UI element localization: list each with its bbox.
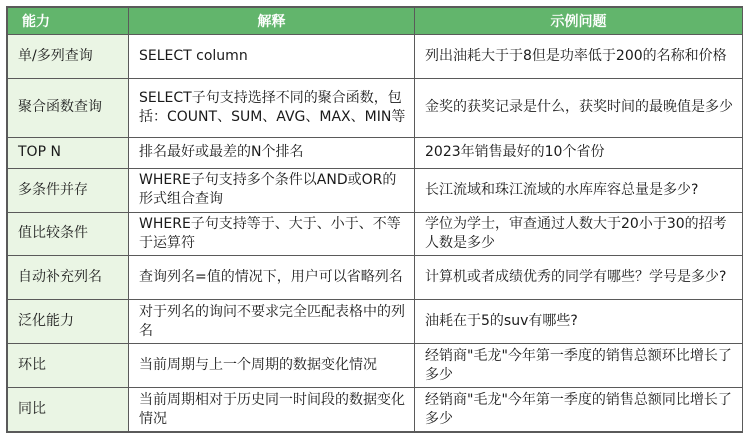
capability-name: TOP N — [8, 138, 129, 169]
capabilities-table-frame — [6, 6, 743, 433]
example-question: 金奖的获奖记录是什么，获奖时间的最晚值是多少 — [415, 78, 743, 137]
table-row — [8, 300, 743, 344]
header-capability: 能力 — [8, 8, 129, 35]
capability-explanation: 排名最好或最差的N个排名 — [129, 138, 415, 169]
capability-name: 单/多列查询 — [8, 35, 129, 79]
capability-name: 泛化能力 — [8, 300, 129, 344]
example-question: 2023年销售最好的10个省份 — [415, 138, 743, 169]
capabilities-table — [7, 7, 743, 432]
capability-explanation: 当前周期与上一个周期的数据变化情况 — [129, 344, 415, 388]
capability-explanation: WHERE子句支持多个条件以AND或OR的形式组合查询 — [129, 168, 415, 212]
example-question: 经销商"毛龙"今年第一季度的销售总额环比增长了多少 — [415, 344, 743, 388]
capability-explanation: 当前周期相对于历史同一时间段的数据变化情况 — [129, 388, 415, 432]
table-row — [8, 78, 743, 137]
capability-explanation: 查询列名=值的情况下，用户可以省略列名 — [129, 256, 415, 300]
capability-name: 自动补充列名 — [8, 256, 129, 300]
example-question: 计算机或者成绩优秀的同学有哪些？学号是多少? — [415, 256, 743, 300]
capability-explanation: WHERE子句支持等于、大于、小于、不等于运算符 — [129, 212, 415, 256]
table-header-row — [8, 8, 743, 35]
capability-name: 同比 — [8, 388, 129, 432]
capability-name: 值比较条件 — [8, 212, 129, 256]
capability-explanation: 对于列名的询问不要求完全匹配表格中的列名 — [129, 300, 415, 344]
capability-name: 多条件并存 — [8, 168, 129, 212]
example-question: 长江流域和珠江流域的水库库容总量是多少? — [415, 168, 743, 212]
capability-name: 聚合函数查询 — [8, 78, 129, 137]
example-question: 列出油耗大于于8但是功率低于200的名称和价格 — [415, 35, 743, 79]
example-question: 经销商"毛龙"今年第一季度的销售总额同比增长了多少 — [415, 388, 743, 432]
header-example-question: 示例问题 — [415, 8, 743, 35]
example-question: 油耗在于5的suv有哪些? — [415, 300, 743, 344]
table-row — [8, 212, 743, 256]
example-question: 学位为学士，审查通过人数大于20小于30的招考人数是多少 — [415, 212, 743, 256]
table-row — [8, 344, 743, 388]
table-row — [8, 256, 743, 300]
table-row — [8, 168, 743, 212]
capability-explanation: SELECT子句支持选择不同的聚合函数，包括：COUNT、SUM、AVG、MAX、MIN等 — [129, 78, 415, 137]
header-explanation: 解释 — [129, 8, 415, 35]
table-row — [8, 388, 743, 432]
capability-explanation: SELECT column — [129, 35, 415, 79]
table-row — [8, 138, 743, 169]
table-row — [8, 35, 743, 79]
capability-name: 环比 — [8, 344, 129, 388]
